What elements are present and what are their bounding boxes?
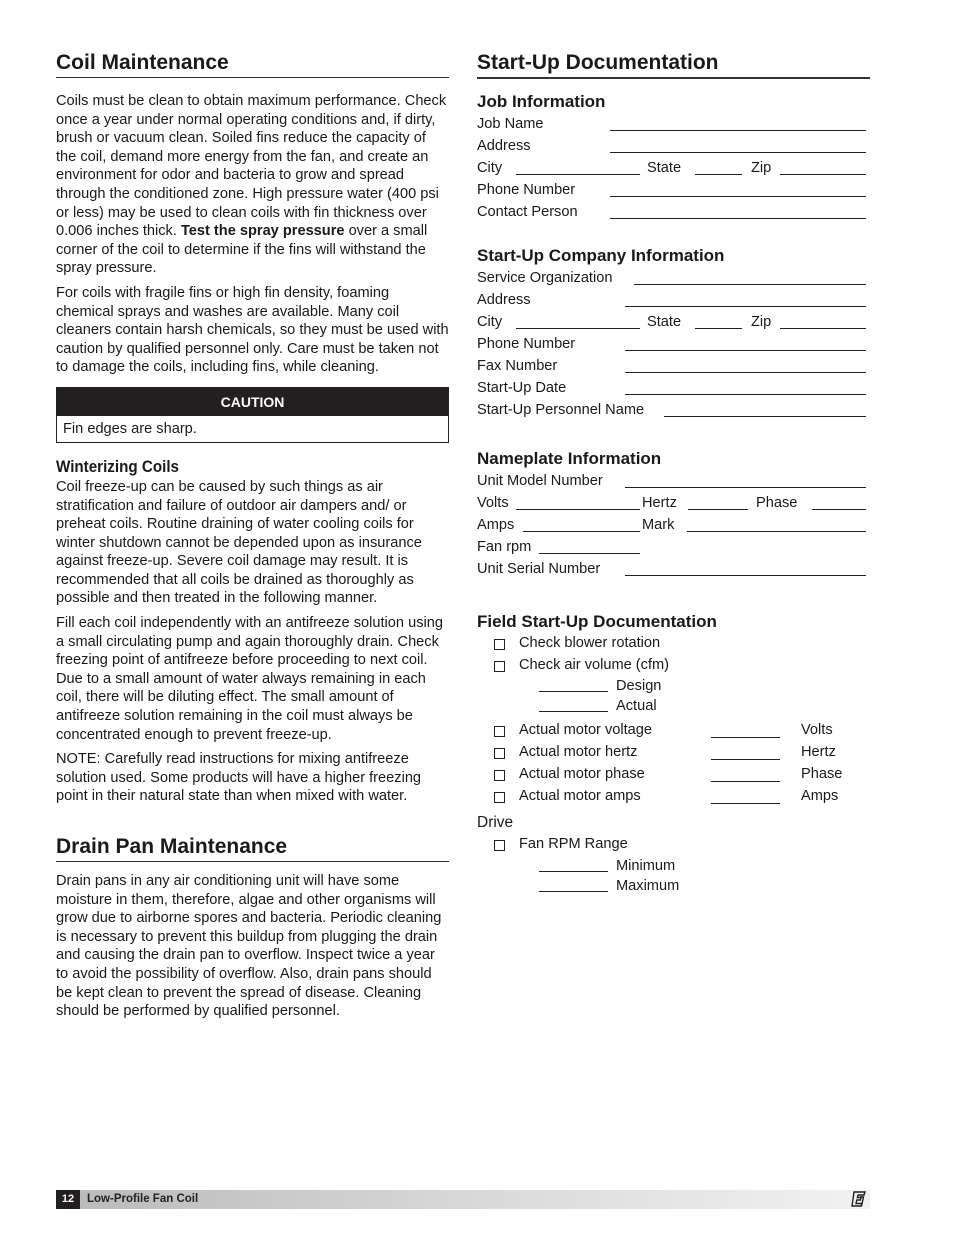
minimum-label: Minimum	[616, 857, 676, 874]
motor-phase-row	[477, 764, 870, 786]
check-air-volume-row	[477, 655, 870, 677]
company-city-label: City	[477, 314, 503, 330]
greenheck-logo-icon	[851, 1191, 866, 1207]
motor-hertz-row	[477, 742, 870, 764]
company-city-field[interactable]	[516, 311, 640, 329]
job-name-row	[477, 113, 870, 135]
check-air-volume-label: Check air volume (cfm)	[519, 656, 670, 673]
drain-pan-paragraph: Drain pans in any air conditioning unit will have some moisture in them, therefore, algae and other organisms will grow due to airborne spores and bacteria. Periodic cleaning is necessary to prevent this buildup from plugging the drain and causing the drain pan to overflow. Inspect twice a year to avoid the possibility of overflow. Also, drain pans should be kept clean to prevent the spread of disease. Cleaning should be performed by qualified personnel.	[56, 873, 442, 1020]
job-contact-label: Contact Person	[477, 204, 578, 220]
company-address-field[interactable]	[625, 289, 866, 307]
motor-voltage-row	[477, 720, 870, 742]
company-address-label: Address	[477, 292, 531, 308]
job-phone-row	[477, 179, 870, 201]
check-blower-checkbox[interactable]	[494, 639, 505, 650]
footer-doc-title: Low-Profile Fan Coil	[87, 1193, 199, 1205]
unit-serial-label: Unit Serial Number	[477, 561, 601, 577]
winterizing-paragraph-1: Coil freeze-up can be caused by such things as air stratification and failure of outdoor air dampers and/ or preheat coils. Routine draining of water cooling coils for winter shutdown cannot be depended upon as insurance against freeze-up. Severe coil damage may result. It is recommended that all coils be drained as thoroughly as possible and then treated in the following manner.	[56, 478, 422, 607]
startup-personnel-label: Start-Up Personnel Name	[477, 402, 645, 418]
job-phone-field[interactable]	[610, 179, 866, 197]
drive-label: Drive	[477, 814, 514, 831]
motor-voltage-unit: Volts	[801, 722, 833, 738]
motor-phase-unit: Phase	[801, 766, 843, 782]
amps-row	[477, 514, 870, 536]
startup-company-title: Start-Up Company Information	[477, 246, 725, 265]
startup-documentation-title: Start-Up Documentation	[477, 51, 719, 74]
amps-label: Amps	[477, 517, 515, 533]
motor-voltage-label: Actual motor voltage	[519, 722, 653, 738]
unit-model-label: Unit Model Number	[477, 473, 603, 489]
job-contact-field[interactable]	[610, 201, 866, 219]
company-fax-field[interactable]	[625, 355, 866, 373]
minimum-row	[477, 856, 870, 876]
job-name-field[interactable]	[610, 113, 866, 131]
job-information-title: Job Information	[477, 92, 606, 111]
unit-serial-row	[477, 558, 870, 580]
startup-heading-rule	[477, 50, 870, 79]
motor-amps-label: Actual motor amps	[519, 788, 641, 804]
actual-label: Actual	[616, 698, 657, 714]
motor-hertz-unit: Hertz	[801, 744, 836, 760]
phase-field[interactable]	[812, 492, 866, 510]
company-zip-field[interactable]	[780, 311, 866, 329]
coil-p1-text-b: over a small corner of the coil to determine if the fins will withstand the spray pressure.	[56, 223, 428, 277]
coil-maintenance-title: Coil Maintenance	[56, 51, 229, 74]
drain-pan-heading-rule	[56, 834, 449, 862]
unit-model-row	[477, 470, 870, 492]
design-field[interactable]	[539, 676, 608, 692]
actual-field[interactable]	[539, 696, 608, 712]
motor-voltage-checkbox[interactable]	[494, 726, 505, 737]
unit-model-field[interactable]	[625, 470, 866, 488]
company-state-label: State	[647, 314, 682, 330]
winterizing-paragraph-2: Fill each coil independently with an antifreeze solution using a small circulating pump and again thoroughly drain. Check freezing point of antifreeze before proceeding to next coil. Due to a small amount of water always remaining in each coil, there will be diluting effect. The small amount of antifreeze solution remaining in the coil must always be concentrated enough to prevent freeze-up.	[56, 615, 443, 743]
job-zip-field[interactable]	[780, 157, 866, 175]
maximum-row	[477, 876, 870, 896]
job-address-label: Address	[477, 138, 531, 154]
motor-amps-field[interactable]	[711, 786, 780, 804]
job-address-row	[477, 135, 870, 157]
job-contact-row	[477, 201, 870, 223]
unit-serial-field[interactable]	[625, 558, 866, 576]
right-column	[477, 50, 870, 896]
company-state-field[interactable]	[695, 311, 742, 329]
mark-label: Mark	[642, 517, 675, 533]
phase-label: Phase	[756, 495, 798, 511]
maximum-field[interactable]	[539, 876, 608, 892]
motor-amps-unit: Amps	[801, 788, 839, 804]
check-air-volume-checkbox[interactable]	[494, 661, 505, 672]
caution-label: CAUTION	[57, 388, 448, 416]
caution-text: Fin edges are sharp.	[63, 420, 197, 437]
startup-date-field[interactable]	[625, 377, 866, 395]
job-city-row	[477, 157, 870, 179]
fan-rpm-label: Fan rpm	[477, 539, 532, 555]
coil-maintenance-heading-rule	[56, 50, 449, 78]
hertz-label: Hertz	[642, 495, 677, 511]
page-number: 12	[56, 1190, 80, 1209]
check-blower-row	[477, 633, 870, 655]
fan-rpm-range-checkbox[interactable]	[494, 840, 505, 851]
motor-hertz-label: Actual motor hertz	[519, 744, 638, 760]
motor-amps-checkbox[interactable]	[494, 792, 505, 803]
motor-phase-checkbox[interactable]	[494, 770, 505, 781]
service-org-row	[477, 267, 870, 289]
job-city-label: City	[477, 160, 503, 176]
fan-rpm-row	[477, 536, 870, 558]
coil-p1-text-a: Coils must be clean to obtain maximum performance. Check once a year under normal operating conditions and, if dirty, brush or vacuum clean. Soiled fins reduce the capacity of the coil, demand more energy from the fan, and create an environment for odor and bacteria to grow and spread through the conditioned zone. High pressure water (400 psi or less) may be used to clean coils with fin thickness over 0.006 inches thick.	[56, 93, 447, 240]
minimum-field[interactable]	[539, 856, 608, 872]
startup-personnel-field[interactable]	[664, 399, 866, 417]
maximum-label: Maximum	[616, 877, 680, 894]
coil-p1-bold: Test the spray pressure	[180, 223, 345, 240]
field-startup-title: Field Start-Up Documentation	[477, 612, 717, 631]
motor-phase-label: Actual motor phase	[519, 766, 645, 782]
design-row	[477, 676, 870, 696]
company-fax-label: Fax Number	[477, 358, 558, 374]
design-label: Design	[616, 678, 662, 694]
service-org-field[interactable]	[634, 267, 866, 285]
job-name-label: Job Name	[477, 116, 544, 132]
actual-row	[477, 696, 870, 716]
left-column	[56, 50, 449, 1021]
job-city-field[interactable]	[516, 157, 640, 175]
motor-hertz-checkbox[interactable]	[494, 748, 505, 759]
startup-date-label: Start-Up Date	[477, 380, 567, 396]
job-state-field[interactable]	[695, 157, 742, 175]
motor-hertz-field[interactable]	[711, 742, 780, 760]
coil-maintenance-paragraph-2: For coils with fragile fins or high fin density, foaming chemical sprays and washes are available. Many coil cleaners contain harsh chemicals, so they must be used with caution by qualified personnel only. Care must be taken not to damage the coils, including fins, while cleaning.	[56, 284, 449, 376]
coil-maintenance-paragraph-1	[56, 92, 449, 278]
fan-rpm-field[interactable]	[539, 536, 640, 554]
company-address-row	[477, 289, 870, 311]
motor-amps-row	[477, 786, 870, 808]
mark-field[interactable]	[687, 514, 866, 532]
company-fax-row	[477, 355, 870, 377]
check-blower-label: Check blower rotation	[519, 635, 661, 651]
winterizing-paragraph-3: NOTE: Carefully read instructions for mixing antifreeze solution used. Some products will have a higher freezing point in their natural state than when mixed with water.	[56, 751, 422, 805]
page-footer	[56, 1190, 870, 1209]
hertz-field[interactable]	[688, 492, 748, 510]
fan-rpm-range-row	[477, 834, 870, 856]
amps-field[interactable]	[523, 514, 640, 532]
nameplate-information-title: Nameplate Information	[477, 449, 662, 468]
job-state-label: State	[647, 160, 682, 176]
service-org-label: Service Organization	[477, 270, 613, 286]
volts-label: Volts	[477, 495, 509, 511]
job-phone-label: Phone Number	[477, 182, 576, 198]
company-phone-field[interactable]	[625, 333, 866, 351]
company-phone-row	[477, 333, 870, 355]
company-zip-label: Zip	[751, 314, 772, 330]
motor-voltage-field[interactable]	[711, 720, 780, 738]
job-address-field[interactable]	[610, 135, 866, 153]
company-city-row	[477, 311, 870, 333]
caution-box	[56, 387, 449, 443]
startup-personnel-row	[477, 399, 870, 421]
winterizing-coils-title: Winterizing Coils	[56, 457, 179, 476]
volts-field[interactable]	[516, 492, 640, 510]
fan-rpm-range-label: Fan RPM Range	[519, 836, 628, 852]
volts-row	[477, 492, 870, 514]
company-phone-label: Phone Number	[477, 336, 576, 352]
startup-date-row	[477, 377, 870, 399]
motor-phase-field[interactable]	[711, 764, 780, 782]
job-zip-label: Zip	[751, 160, 772, 176]
drain-pan-maintenance-title: Drain Pan Maintenance	[56, 835, 288, 858]
